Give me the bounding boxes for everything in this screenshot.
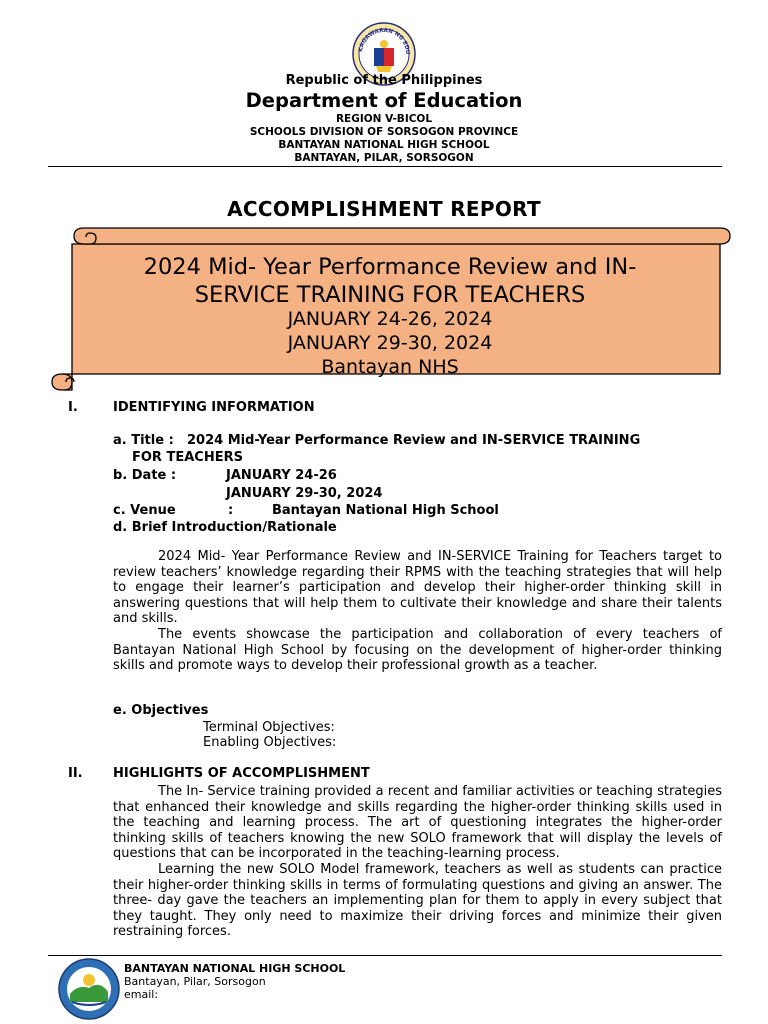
date-value-2: JANUARY 29-30, 2024 <box>226 486 383 501</box>
banner-title-line2: SERVICE TRAINING FOR TEACHERS <box>194 282 586 308</box>
title-label: a. Title : <box>113 433 174 448</box>
highlights-paragraph-2: Learning the new SOLO Model framework, teachers as well as students can practice their higher-order thinking skills in terms of formulating questions and giving an answer. The three- day gave the teachers an implementing plan for them to apply in every subject that they taught. They only need to maximize their driving forces and minimize their given restraining forces. <box>113 861 722 940</box>
venue-value: Bantayan National High School <box>272 503 499 518</box>
intro-label: d. Brief Introduction/Rationale <box>113 520 337 535</box>
highlights-text <box>113 784 722 940</box>
division-text: SCHOOLS DIVISION OF SORSOGON PROVINCE <box>249 126 519 138</box>
enabling-objectives: Enabling Objectives: <box>203 735 337 750</box>
section2-heading: HIGHLIGHTS OF ACCOMPLISHMENT <box>113 766 370 781</box>
intro-paragraph-1: 2024 Mid- Year Performance Review and IN-SERVICE Training for Teachers target to review teachers’ knowledge regarding their RPMS with the teaching strategies that will help to engage their learner’s participation and develop their higher-order thinking skill in answering questions that will help them to cultivate their knowledge and share their talents and skills. <box>113 549 722 627</box>
intro-text <box>113 549 722 674</box>
title-value-1: 2024 Mid-Year Performance Review and IN-SERVICE TRAINING <box>187 433 641 448</box>
date-label: b. Date : <box>113 468 177 483</box>
region-text: REGION V-BICOL <box>335 113 433 125</box>
school-text: BANTAYAN NATIONAL HIGH SCHOOL <box>278 139 490 151</box>
venue-label: c. Venue <box>113 503 176 518</box>
section2-number: II. <box>68 766 83 781</box>
intro-paragraph-2: The events showcase the participation and collaboration of every teachers of Bantayan National High School by focusing on the development of higher-order thinking skills and promote ways to develop their professional growth as a teacher. <box>113 626 722 674</box>
venue-colon: : <box>228 503 234 518</box>
school-logo <box>58 958 120 1020</box>
date-value-1: JANUARY 24-26 <box>226 468 337 483</box>
banner-date-1: JANUARY 24-26, 2024 <box>287 308 493 330</box>
header-divider <box>48 166 722 167</box>
banner-title-line1: 2024 Mid- Year Performance Review and IN- <box>143 254 637 280</box>
republic-text: Republic of the Philippines <box>285 73 483 88</box>
footer-address: Bantayan, Pilar, Sorsogon <box>124 975 266 988</box>
section1-heading: IDENTIFYING INFORMATION <box>113 400 315 415</box>
department-title: Department of Education <box>245 89 523 112</box>
banner-venue: Bantayan NHS <box>321 356 459 378</box>
section1-number: I. <box>68 400 78 415</box>
title-value-2: FOR TEACHERS <box>132 450 243 465</box>
report-title: ACCOMPLISHMENT REPORT <box>227 197 541 221</box>
objectives-label: e. Objectives <box>113 703 209 718</box>
highlights-paragraph-1: The In- Service training provided a recent and familiar activities or teaching strategies that enhanced their knowledge and skills regarding the higher-order thinking skills used in the teaching and learning process. The art of questioning integrates the higher-order thinking skills of teachers knowing the new SOLO framework that will display the levels of questions that can be incorporated in the teaching-learning process. <box>113 784 722 862</box>
seal-text: KAGAWARAN NG EDU <box>358 27 411 55</box>
terminal-objectives: Terminal Objectives: <box>203 720 335 735</box>
address-text: BANTAYAN, PILAR, SORSOGON <box>294 152 474 164</box>
footer-divider <box>48 955 722 956</box>
footer-school: BANTAYAN NATIONAL HIGH SCHOOL <box>124 962 346 975</box>
footer-email: email: <box>124 988 159 1001</box>
banner-date-2: JANUARY 29-30, 2024 <box>287 332 493 354</box>
